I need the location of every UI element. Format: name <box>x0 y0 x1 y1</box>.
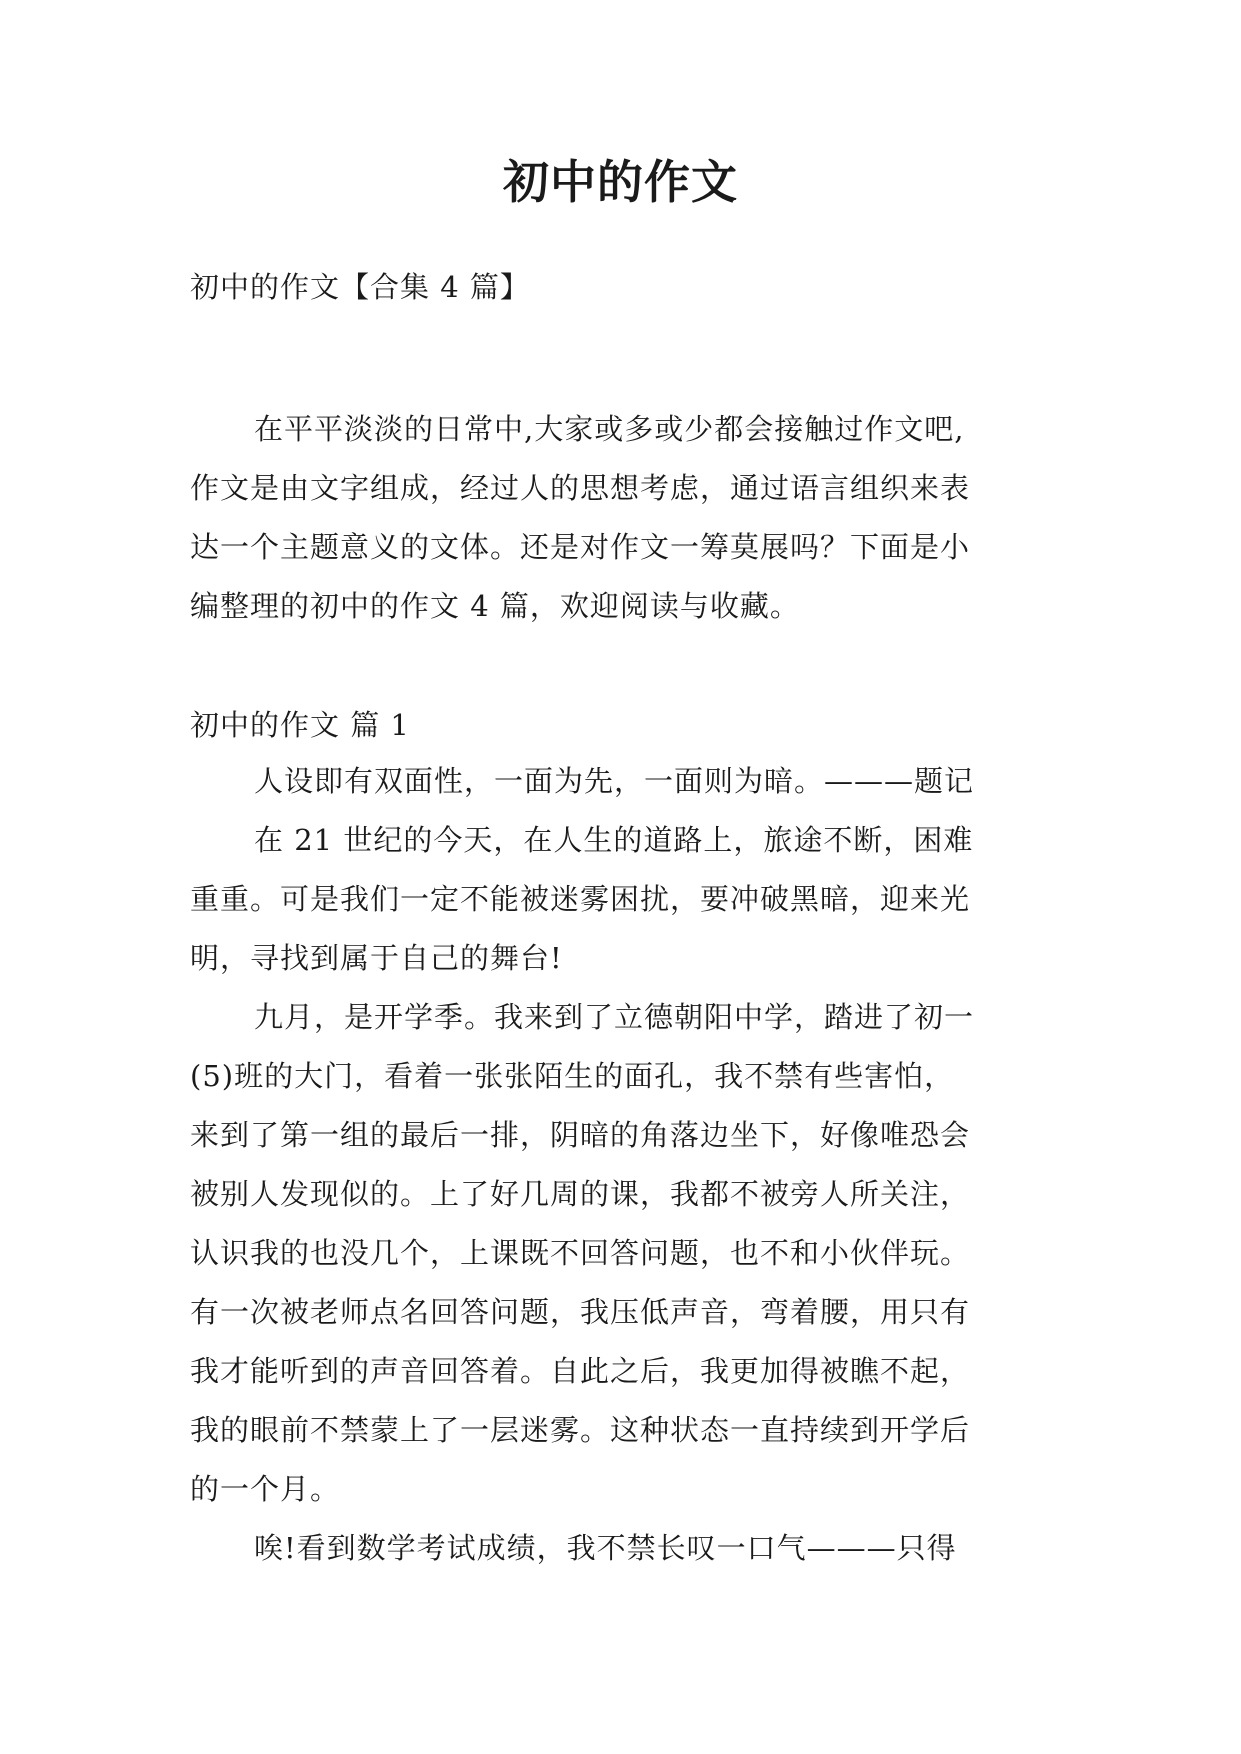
chapter-heading: 初中的作文 篇 1 <box>190 708 410 742</box>
intro-line: 编整理的初中的作文 4 篇，欢迎阅读与收藏。 <box>190 589 800 623</box>
chapter-line: 重重。可是我们一定不能被迷雾困扰，要冲破黑暗，迎来光 <box>190 882 971 916</box>
intro-paragraph <box>190 400 1070 636</box>
chapter-line: 人设即有双面性，一面为先，一面则为暗。———题记 <box>254 764 975 798</box>
chapter-body <box>190 752 1070 1578</box>
chapter-line: 有一次被老师点名回答问题，我压低声音，弯着腰，用只有 <box>190 1295 971 1329</box>
chapter-line: 我的眼前不禁蒙上了一层迷雾。这种状态一直持续到开学后 <box>190 1413 971 1447</box>
chapter-line: (5)班的大门，看着一张张陌生的面孔，我不禁有些害怕， <box>190 1059 955 1093</box>
document-subtitle: 初中的作文【合集 4 篇】 <box>190 270 530 304</box>
chapter-line: 来到了第一组的最后一排，阴暗的角落边坐下，好像唯恐会 <box>190 1118 971 1152</box>
intro-line: 达一个主题意义的文体。还是对作文一筹莫展吗？下面是小 <box>190 530 971 564</box>
chapter-line: 唉!看到数学考试成绩，我不禁长叹一口气———只得 <box>254 1531 957 1565</box>
chapter-line: 的一个月。 <box>190 1472 341 1506</box>
chapter-line: 在 21 世纪的今天，在人生的道路上，旅途不断，困难 <box>254 823 974 857</box>
document-title: 初中的作文 <box>503 155 738 209</box>
chapter-line: 我才能听到的声音回答着。自此之后，我更加得被瞧不起， <box>190 1354 971 1388</box>
intro-line: 在平平淡淡的日常中,大家或多或少都会接触过作文吧, <box>254 412 965 446</box>
chapter-line: 九月，是开学季。我来到了立德朝阳中学，踏进了初一 <box>254 1000 975 1034</box>
chapter-line: 认识我的也没几个，上课既不回答问题，也不和小伙伴玩。 <box>190 1236 971 1270</box>
chapter-line: 明，寻找到属于自己的舞台! <box>190 941 563 975</box>
intro-line: 作文是由文字组成，经过人的思想考虑，通过语言组织来表 <box>190 471 971 505</box>
chapter-line: 被别人发现似的。上了好几周的课，我都不被旁人所关注， <box>190 1177 971 1211</box>
